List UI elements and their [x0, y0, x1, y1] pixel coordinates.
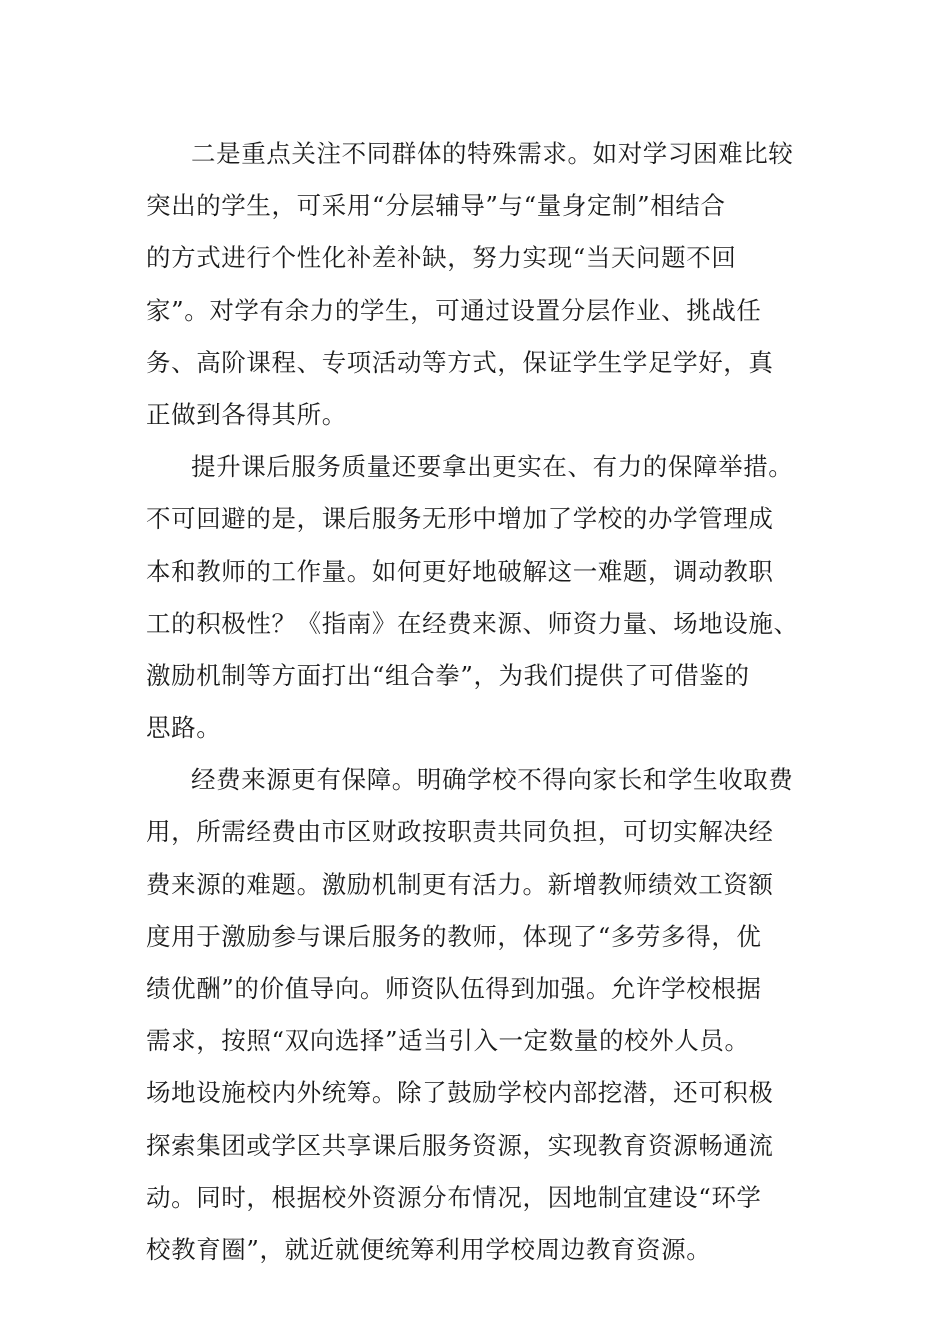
- text-line: 动。同时，根据校外资源分布情况，因地制宜建设“环学: [146, 1182, 762, 1212]
- text-line: 二是重点关注不同群体的特殊需求。如对学习困难比较: [191, 139, 794, 168]
- text-line: 家”。对学有余力的学生，可通过设置分层作业、挑战任: [146, 295, 762, 325]
- text-line: 用，所需经费由市区财政按职责共同负担，可切实解决经: [146, 817, 774, 847]
- text-line: 度用于激励参与课后服务的教师，体现了“多劳多得，优: [146, 921, 762, 951]
- text-line: 场地设施校内外统筹。除了鼓励学校内部挖潜，还可积极: [146, 1078, 774, 1108]
- text-line: 激励机制等方面打出“组合拳”，为我们提供了可借鉴的: [146, 660, 750, 690]
- text-line: 提升课后服务质量还要拿出更实在、有力的保障举措。: [191, 452, 794, 482]
- text-line: 经费来源更有保障。明确学校不得向家长和学生收取费: [191, 765, 794, 795]
- text-line: 不可回避的是，课后服务无形中增加了学校的办学管理成: [146, 504, 774, 534]
- text-line: 工的积极性？《指南》在经费来源、师资力量、场地设施、: [146, 608, 799, 638]
- text-line: 校教育圈”，就近就便统筹利用学校周边教育资源。: [146, 1234, 712, 1264]
- text-line: 的方式进行个性化补差补缺，努力实现“当天问题不回: [146, 243, 737, 273]
- text-line: 思路。: [146, 713, 222, 743]
- text-line: 探索集团或学区共享课后服务资源，实现教育资源畅通流: [146, 1130, 774, 1160]
- text-line: 需求，按照“双向选择”适当引入一定数量的校外人员。: [146, 1026, 750, 1056]
- text-line: 正做到各得其所。: [146, 399, 347, 429]
- paragraph-1: [146, 128, 806, 441]
- text-line: 本和教师的工作量。如何更好地破解这一难题，调动教职: [146, 556, 774, 586]
- body-text: [146, 128, 806, 1276]
- text-line: 费来源的难题。激励机制更有活力。新增教师绩效工资额: [146, 869, 774, 899]
- paragraph-2: [146, 441, 806, 754]
- text-line: 务、高阶课程、专项活动等方式，保证学生学足学好，真: [146, 347, 774, 377]
- paragraph-3: [146, 754, 806, 1276]
- text-line: 绩优酬”的价值导向。师资队伍得到加强。允许学校根据: [146, 974, 762, 1003]
- text-line: 突出的学生，可采用“分层辅导”与“量身定制”相结合: [146, 191, 726, 221]
